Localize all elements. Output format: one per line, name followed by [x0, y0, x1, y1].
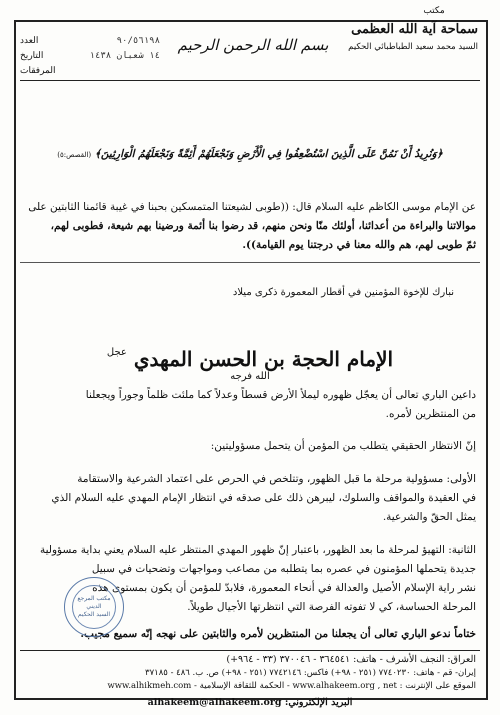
p3-line-1: الأولى: مسؤولية مرحلة ما قبل الظهور، وتتلخص في الحرص على اعتماد الشرعية والاستقامة — [77, 473, 476, 485]
attachments-row — [20, 66, 160, 76]
quran-ref: (القصص:٥) — [57, 151, 92, 159]
hadith-line-3: ثمّ طوبى لهم، هم والله معنا في درجتنا يوم القيامة)). — [242, 239, 476, 251]
hadith-line-2: موالاتنا والبراءة من أعدائنا، أولئك منّا ونحن منهم، قد رضوا بنا أئمة ورضينا بهم شيعة، فطوبى لهم، — [50, 220, 476, 232]
basmala: بسم الله الرحمن الرحيم — [177, 36, 329, 54]
date-row — [20, 51, 160, 61]
email-label: البريد الإلكتروني: — [284, 697, 353, 708]
office-name: سماحة آية الله العظمى — [351, 22, 478, 37]
footer-email — [120, 697, 380, 708]
stamp-line-2: السيد الحكيم — [77, 611, 111, 618]
website-link[interactable]: الموقع على الإنترنت : www.alhakeem.org , net — [292, 681, 476, 691]
closing-prayer: ختاماً ندعو الباري تعالى أن يجعلنا من المنتظرين لأمره والثابتين على نهجه إنّه سميع مجيب. — [80, 628, 476, 640]
office-stamp — [64, 577, 124, 637]
congrats-line: نبارك للإخوة المؤمنين في أقطار المعمورة ذكرى ميلاد — [232, 287, 454, 298]
p3-line-3: يمثل الحقّ والشرعية. — [382, 511, 476, 523]
p4-line-3: نشر راية الإسلام الأصيل والعدالة في أنحاء المعمورة، فلابدّ للمؤمن أن يكون بمستوى هذه — [92, 582, 476, 594]
date-value: ١٤ شعبان ١٤٣٨ — [89, 51, 160, 61]
p4-line-1: الثانية: التهيؤ لمرحلة ما بعد الظهور، باعتبار إنّ ظهور المهدي المنتظر عليه السلام يعني بداية مسؤولية — [39, 544, 476, 556]
number-value: ٩٠/٥٦١٩٨ — [116, 36, 160, 46]
date-label: التاريخ — [20, 51, 44, 61]
hadith-divider — [20, 262, 480, 263]
quran-verse-text: ﴿وَنُرِيدُ أَنْ نَمُنَّ عَلَى الَّذِينَ اسْتُضْعِفُوا فِي الْأَرْضِ وَنَجْعَلَهُمْ أَئِمَّةً وَنَجْعَلَهُمُ الْوَارِثِينَ﴾ — [94, 148, 443, 160]
number-label: العدد — [20, 36, 39, 46]
honorific: عجل الله فرجه — [106, 347, 270, 382]
header-divider — [20, 80, 480, 81]
footer-iran: إيران- قم - هاتف: ٧٧٤٠٢٣٠ (٢٥١ - ٩٨+) فاكس: ٧٧٤٢١٤٦ (٢٥١ - ٩٨+) ص. ب. ٤٨٦ - ٣٧١٨٥ — [145, 668, 476, 678]
email-link[interactable]: alhakeem@alhakeem.org — [147, 697, 282, 708]
footer-iraq: العراق: النجف الأشرف - هاتف: ٣٦٤٥٤١ - ٣٧٠٠٤٦ (٣٣ - ٩٦٤+) — [226, 654, 476, 665]
office-person: السيد محمد سعيد الطباطبائي الحكيم — [348, 42, 478, 52]
footer-web — [24, 681, 476, 691]
p4-line-4: المرحلة الحساسة، كي لا تفوته الفرصة التي انتظرتها الأجيال طويلاً. — [187, 601, 476, 613]
attachments-label: المرفقات — [20, 66, 56, 76]
imam-title-text: الإمام الحجة بن الحسن المهدي — [133, 347, 394, 371]
office-label: مكتب — [423, 6, 445, 16]
website-link-alt[interactable]: - الحكمة للثقافة الإسلامية - www.alhikmeh.com — [107, 681, 290, 691]
number-row — [20, 36, 160, 46]
footer-divider — [20, 650, 480, 651]
hadith-intro: عن الإمام موسى الكاظم عليه السلام قال: ((طوبى لشيعتنا المتمسكين بحبنا في غيبة قائمنا الثابتين على — [28, 201, 476, 213]
p2: إنّ الانتظار الحقيقي يتطلب من المؤمن أن يتحمل مسؤوليتين: — [210, 440, 476, 452]
p4-line-2: جديدة يتحملها المؤمنون في عصره بما يتطلبه من مصاعب ومواجهات وتضحيات في سبيل — [91, 563, 476, 575]
p3-line-2: في العقيدة والمواقف والسلوك، ليبرهن ذلك على صدقه في انتظار الإمام المهدي عليه السلام الذي — [51, 492, 476, 504]
quran-verse — [24, 148, 476, 160]
p1-line-1: داعين الباري تعالى أن يعجّل ظهوره ليملأ الأرض قسطاً وعدلاً كما ملئت ظلماً وجوراً ويجعلنا — [85, 389, 476, 401]
p1-line-2: من المنتظرين لأمره. — [385, 408, 476, 420]
stamp-line-1: مكتب المرجع الديني — [77, 595, 111, 610]
